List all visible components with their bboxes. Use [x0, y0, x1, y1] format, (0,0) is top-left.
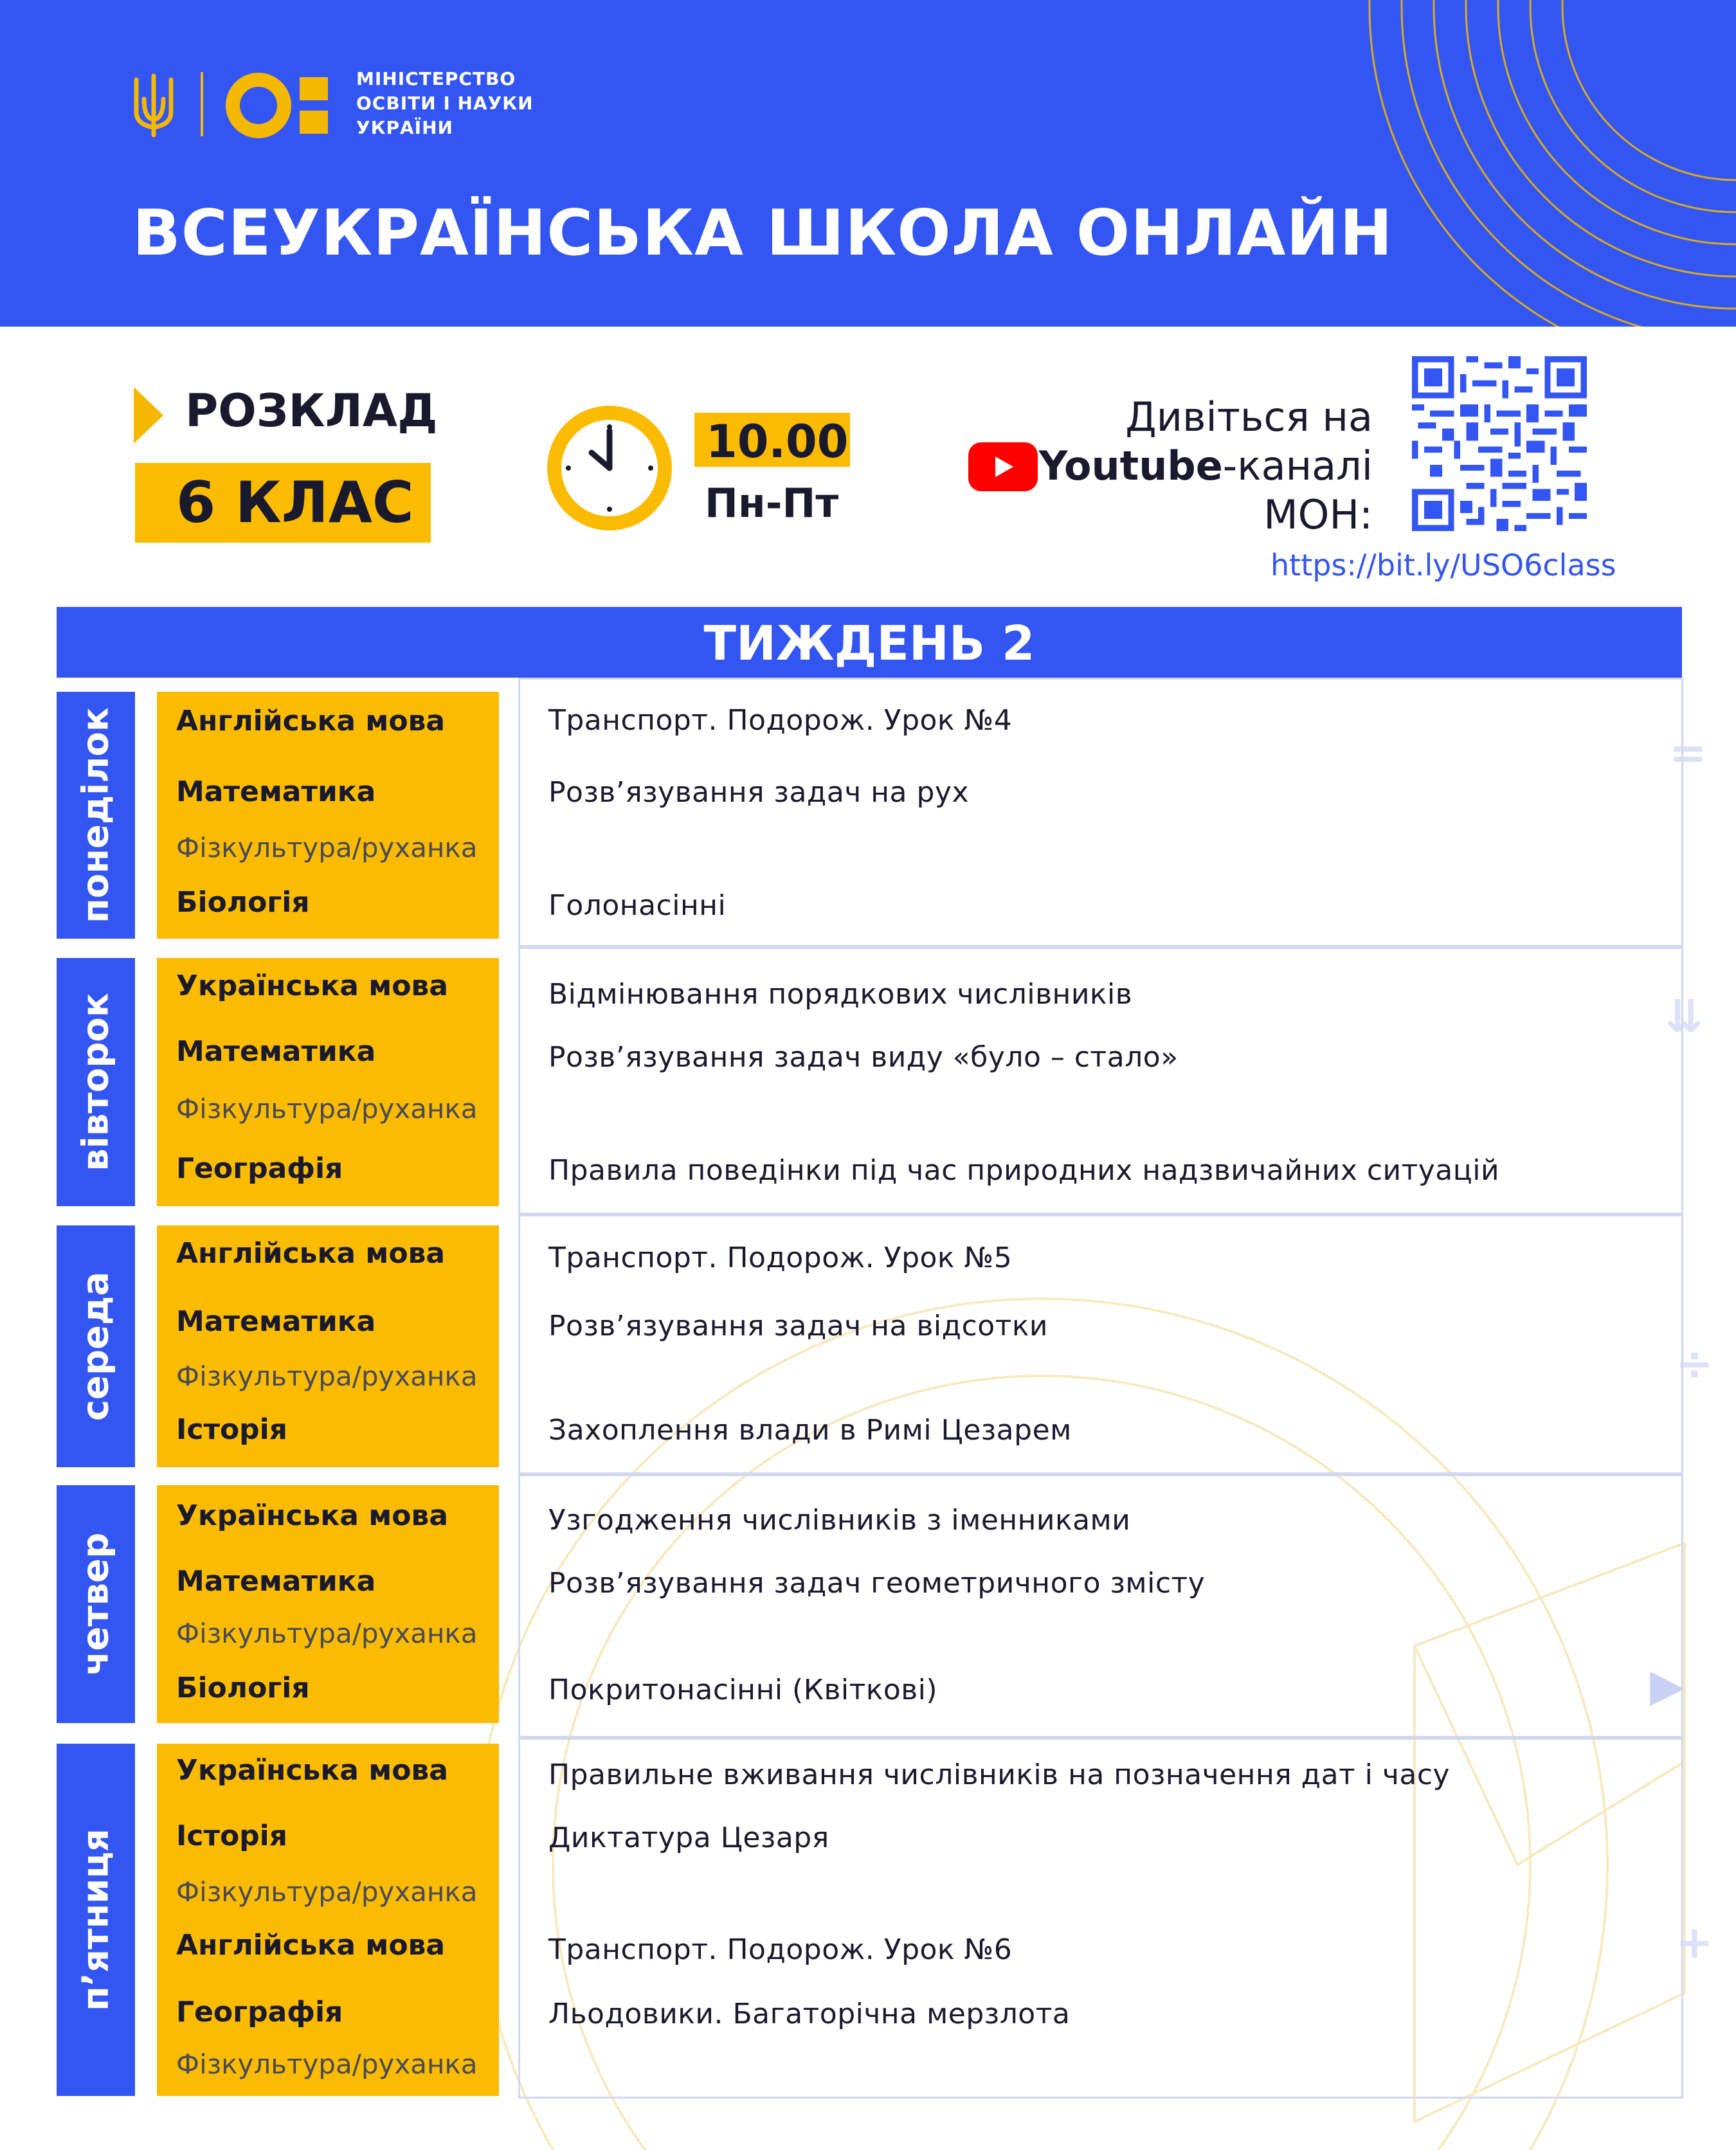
subjects-tuesday — [157, 958, 499, 1206]
trident-icon — [131, 73, 176, 138]
subject-item: Біологія — [176, 886, 310, 919]
subject-item: Українська мова — [176, 970, 448, 1002]
ministry-line-2: ОСВІТИ І НАУКИ — [356, 93, 534, 114]
subjects-wednesday — [157, 1225, 499, 1467]
subject-item: Англійська мова — [176, 1237, 446, 1270]
grade-badge — [135, 463, 431, 543]
subject-item: Математика — [176, 1035, 376, 1068]
ministry-line-1: МІНІСТЕРСТВО — [356, 68, 516, 89]
watch-text-line-1: Дивіться на — [1125, 393, 1373, 440]
topic-item: Голонасінні — [548, 889, 727, 922]
youtube-icon[interactable] — [968, 442, 1038, 491]
equals-decoration-icon: = — [1669, 727, 1707, 779]
subject-item: Фізкультура/руханка — [176, 2048, 478, 2080]
subject-item: Географія — [176, 1152, 343, 1185]
day-name: середа — [75, 1271, 117, 1422]
topic-item: Правила поведінки під час природних надзвичайних ситуацій — [548, 1154, 1500, 1187]
topic-item: Транспорт. Подорож. Урок №4 — [548, 704, 1013, 737]
page-title: ВСЕУКРАЇНСЬКА ШКОЛА ОНЛАЙН — [132, 197, 1393, 270]
subject-item: Географія — [176, 1996, 343, 2028]
topic-item: Транспорт. Подорож. Урок №6 — [548, 1933, 1013, 1966]
topic-item: Узгодження числівників з іменниками — [548, 1504, 1131, 1537]
day-name: четвер — [75, 1532, 117, 1676]
subjects-thursday — [157, 1485, 499, 1723]
topic-item: Диктатура Цезаря — [548, 1821, 829, 1854]
youtube-word: Youtube — [1038, 442, 1223, 489]
day-label-monday — [57, 692, 135, 939]
topics-thursday — [518, 1472, 1683, 1740]
time-text: 10.00 — [706, 415, 849, 468]
subject-item: Математика — [176, 1305, 376, 1338]
subject-item: Історія — [176, 1413, 288, 1446]
topic-item: Правильне вживання числівників на позначення дат і часу — [548, 1758, 1451, 1791]
arrow-decoration-icon: ▶ — [1650, 1659, 1685, 1712]
qr-code-icon[interactable] — [1412, 356, 1587, 531]
topic-item: Захоплення влади в Римі Цезарем — [548, 1414, 1072, 1447]
day-label-tuesday — [57, 958, 135, 1206]
schedule-label: РОЗКЛАД — [185, 384, 438, 437]
subject-item: Історія — [176, 1820, 288, 1852]
watch-text-line-3: МОН: — [1263, 491, 1373, 538]
topic-item: Транспорт. Подорож. Урок №5 — [548, 1242, 1013, 1274]
topic-item: Розв’язування задач геометричного змісту — [548, 1567, 1206, 1600]
header-banner — [0, 0, 1736, 327]
subjects-monday — [157, 692, 499, 939]
subject-item: Українська мова — [176, 1754, 448, 1787]
topic-item: Розв’язування задач виду «було – стало» — [548, 1041, 1179, 1074]
ministry-name — [356, 67, 534, 140]
topic-item: Розв’язування задач на рух — [548, 776, 970, 809]
arrow-icon — [134, 387, 163, 444]
ministry-line-3: УКРАЇНИ — [356, 117, 453, 138]
subject-item: Українська мова — [176, 1499, 448, 1532]
subject-item: Фізкультура/руханка — [176, 1093, 478, 1125]
subject-item: Англійська мова — [176, 1929, 446, 1962]
grade-text: 6 КЛАС — [176, 469, 414, 536]
topic-item: Розв’язування задач на відсотки — [548, 1310, 1048, 1342]
week-title: ТИЖДЕНЬ 2 — [703, 616, 1035, 671]
day-label-wednesday — [57, 1225, 135, 1467]
subject-item: Математика — [176, 1565, 376, 1598]
watch-text-line-2 — [1039, 442, 1373, 489]
plus-decoration-icon: + — [1676, 1916, 1713, 1969]
topics-monday — [518, 678, 1683, 949]
divide-decoration-icon: ÷ — [1676, 1337, 1713, 1390]
clock-icon — [545, 404, 674, 532]
topic-item: Відмінювання порядкових числівників — [548, 978, 1133, 1011]
channel-word: -каналі — [1222, 442, 1373, 489]
subject-item: Фізкультура/руханка — [176, 832, 478, 863]
topic-item: Покритонасінні (Квіткові) — [548, 1674, 938, 1706]
topics-friday — [518, 1736, 1683, 2099]
subject-item: Біологія — [176, 1672, 310, 1704]
sort-decoration-icon: ⇊ — [1665, 990, 1703, 1043]
subject-item: Фізкультура/руханка — [176, 1876, 478, 1908]
subject-item: Фізкультура/руханка — [176, 1360, 478, 1392]
header-circles-decoration — [0, 0, 1736, 327]
topic-item: Льодовики. Багаторічна мерзлота — [548, 1998, 1071, 2030]
time-badge — [694, 413, 850, 467]
subject-item: Математика — [176, 775, 376, 808]
day-name: вівторок — [75, 993, 117, 1171]
weekdays-text: Пн-Пт — [705, 480, 839, 527]
subjects-friday — [157, 1744, 499, 2096]
subject-item: Англійська мова — [176, 705, 446, 737]
topics-tuesday — [518, 945, 1683, 1216]
day-name: понеділок — [75, 707, 117, 923]
day-label-thursday — [57, 1485, 135, 1723]
subject-item: Фізкультура/руханка — [176, 1618, 478, 1649]
day-name: п’ятниця — [75, 1829, 117, 2011]
mon-logo-icon — [225, 72, 341, 139]
week-header — [57, 607, 1682, 678]
day-label-friday — [57, 1744, 135, 2096]
youtube-link[interactable]: https://bit.ly/USO6class — [1270, 548, 1616, 583]
logo-divider — [201, 72, 203, 136]
topics-wednesday — [518, 1213, 1683, 1476]
